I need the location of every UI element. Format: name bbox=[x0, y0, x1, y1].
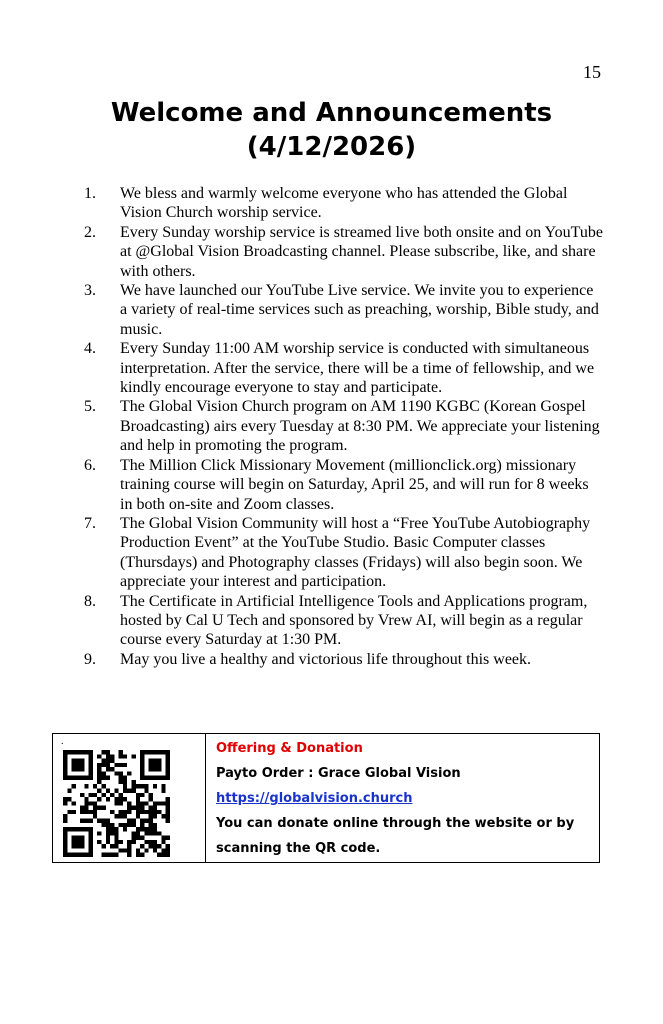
list-item: 9. May you live a healthy and victorious life throughout this week. bbox=[84, 650, 532, 668]
announcement-text: The Global Vision Church program on AM 1190 KGBC (Korean Gospel Broadcasting) airs every Tuesday at 8:30 PM. We appreciate your listening and help in promoting the program. bbox=[120, 398, 600, 455]
title-date: (4/12/2026) bbox=[246, 132, 417, 162]
list-item: 2. Every Sunday worship service is streamed live both onsite and on YouTube at @Global Vision Broadcasting channel. Please subscribe, like, and share with others. bbox=[84, 223, 603, 280]
announcement-text: The Global Vision Community will host a “Free YouTube Autobiography Production Event” at the YouTube Studio. Basic Computer classes (Thursdays) and Photography classes (Fridays) will also begin soon. We appreciate your interest and participation. bbox=[120, 514, 591, 591]
list-item: 4. Every Sunday 11:00 AM worship service is conducted with simultaneous interpretation. After the service, there will be a time of fellowship, and we kindly encourage everyone to stay and participate. bbox=[84, 340, 595, 397]
announcement-text: The Certificate in Artificial Intelligence Tools and Applications program, hosted by Cal U Tech and sponsored by Vrew AI, will begin as a regular course every Saturday at 1:30 PM. bbox=[120, 592, 588, 649]
list-item: 3. We have launched our YouTube Live service. We invite you to experience a variety of real-time services such as preaching, worship, Bible study, and music. bbox=[84, 282, 599, 338]
title-line-1: Welcome and Announcements bbox=[110, 98, 553, 128]
qr-cell bbox=[53, 734, 206, 862]
announcement-text: The Million Click Missionary Movement (millionclick.org) missionary training course will begin on Saturday, April 25, and will run for 8 weeks in both on-site and Zoom classes. bbox=[120, 456, 589, 513]
donation-note-line-1: You can donate online through the website or by bbox=[216, 816, 575, 831]
announcement-text: Every Sunday 11:00 AM worship service is conducted with simultaneous interpretation. After the service, there will be a time of fellowship, and we kindly encourage everyone to stay and participate. bbox=[120, 340, 595, 397]
list-item: 5. The Global Vision Church program on AM 1190 KGBC (Korean Gospel Broadcasting) airs every Tuesday at 8:30 PM. We appreciate your listening and help in promoting the program. bbox=[84, 398, 600, 455]
list-item: 8. The Certificate in Artificial Intelligence Tools and Applications program, hosted by Cal U Tech and sponsored by Vrew AI, will begin as a regular course every Saturday at 1:30 PM. bbox=[84, 592, 588, 649]
page-number: 15 bbox=[583, 62, 601, 82]
list-item: 1. We bless and warmly welcome everyone who has attended the Global Vision Church worship service. bbox=[84, 185, 568, 222]
page-title bbox=[0, 96, 663, 164]
qr-code-icon[interactable] bbox=[63, 750, 170, 857]
announcement-text: May you live a healthy and victorious life throughout this week. bbox=[120, 650, 532, 668]
announcement-list bbox=[84, 184, 604, 669]
offering-heading: Offering & Donation bbox=[216, 741, 363, 756]
website-link[interactable]: https://globalvision.church bbox=[216, 791, 413, 806]
announcement-text: Every Sunday worship service is streamed live both onsite and on YouTube at @Global Vision Broadcasting channel. Please subscribe, like, and share with others. bbox=[120, 223, 603, 280]
list-item: 7. The Global Vision Community will host a “Free YouTube Autobiography Production Event” at the YouTube Studio. Basic Computer classes (Thursdays) and Photography classes (Fridays) will also begin soon. We appreciate your interest and participation. bbox=[84, 514, 591, 591]
list-item: 6. The Million Click Missionary Movement (millionclick.org) missionary training course will begin on Saturday, April 25, and will run for 8 weeks in both on-site and Zoom classes. bbox=[84, 456, 589, 513]
donation-info bbox=[206, 734, 599, 862]
announcement-text: We have launched our YouTube Live service. We invite you to experience a variety of real-time services such as preaching, worship, Bible study, and music. bbox=[120, 282, 599, 338]
donation-note-line-2: scanning the QR code. bbox=[216, 841, 381, 856]
announcement-text: We bless and warmly welcome everyone who has attended the Global Vision Church worship service. bbox=[120, 185, 568, 222]
donation-box bbox=[52, 733, 600, 863]
qr-marker: . bbox=[61, 736, 64, 747]
payto-order: Payto Order : Grace Global Vision bbox=[216, 766, 461, 781]
